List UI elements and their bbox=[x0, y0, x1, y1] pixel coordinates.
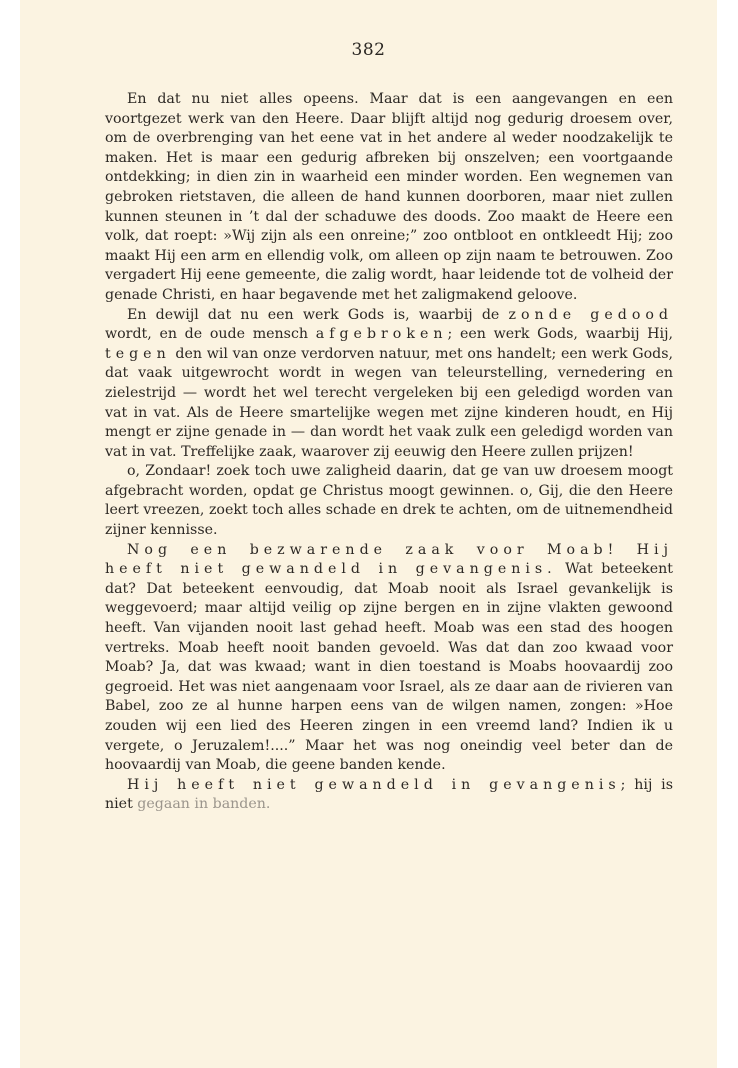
page-number: 382 bbox=[351, 40, 386, 60]
paragraph-2-text-1: En dewijl dat nu een werk Gods is, waarbij de bbox=[127, 306, 509, 323]
paragraph-4 bbox=[105, 541, 673, 776]
spaced-emphasis-tegen: tegen bbox=[105, 345, 171, 362]
paragraph-5-faded-text: gegaan in banden. bbox=[137, 796, 271, 813]
spaced-emphasis-gevangenis: Hij heeft niet gewandeld in gevangenis bbox=[127, 776, 621, 793]
spaced-emphasis-zonde-gedood: zonde gedood bbox=[508, 306, 673, 323]
body-text bbox=[105, 90, 673, 815]
paragraph-3 bbox=[105, 462, 673, 540]
paragraph-2-text-3: ; een werk Gods, waarbij Hij, bbox=[447, 326, 673, 343]
paragraph-5 bbox=[105, 776, 673, 815]
spaced-emphasis-afgebroken: afgebroken bbox=[315, 326, 448, 343]
paragraph-4-text: Wat beteekent dat? Dat beteekent eenvoudig, dat Moab nooit als Israel gevankelijk is weggevoerd; maar altijd veilig op zijne bergen en in zijne vlakten gewoond heeft. Van vijanden nooit last gehad heeft. Moab was een stad des hoogen vertreks. Moab heeft nooit banden gevoeld. Was dat dan zoo kwaad voor Moab? Ja, dat was kwaad; want in dien toestand is Moabs hoovaardij zoo gegroeid. Het was niet aangenaam voor Israel, als ze daar aan de rivieren van Babel, zoo ze al hunne harpen eens van de wilgen namen, zongen: »Hoe zouden wij een lied des Heeren zingen in een vreemd land? Indien ik u vergete, o Jeruzalem!....” Maar het was nog oneindig veel beter dan de hoovaardij van Moab, die geene banden kende. bbox=[105, 561, 673, 774]
paragraph-3-text: o, Zondaar! zoek toch uwe zaligheid daarin, dat ge van uw droesem moogt afgebracht worden, opdat ge Christus moogt gewinnen. o, Gij, die den Heere leert vreezen, zoekt toch alles schade en drek te achten, om de uitnemendheid zijner kennisse. bbox=[105, 463, 673, 539]
paragraph-5-text: ; hij is niet bbox=[105, 776, 673, 813]
paragraph-2-text-2: wordt, en de oude mensch bbox=[105, 326, 316, 343]
paragraph-1-text: En dat nu niet alles opeens. Maar dat is een aangevangen en een voortgezet werk van den Heere. Daar blijft altijd nog gedurig droesem over, om de overbrenging van het eene vat in het andere al weder noodzakelijk te maken. Het is maar een gedurig afbreken bij onszelven; een voortgaande ontdekking; in dien zin in waarheid een minder worden. Een wegnemen van gebroken rietstaven, die alleen de hand kunnen doorboren, maar niet zullen kunnen steunen in ’t dal der schaduwe des doods. Zoo maakt de Heere een volk, dat roept: »Wij zijn als een onreine;” zoo ontbloot en ontkleedt Hij; zoo maakt Hij een arm en ellendig volk, om alleen op zijn naam te betrouwen. Zoo vergadert Hij eene gemeente, die zalig wordt, haar leidende tot de volheid der genade Christi, en haar begavende met het zaligmakend geloove. bbox=[105, 91, 673, 303]
paragraph-2 bbox=[105, 306, 673, 463]
book-page bbox=[20, 0, 717, 1068]
paragraph-2-text-4: den wil van onze verdorven natuur, met ons handelt; een werk Gods, dat vaak uitgewrocht wordt in wegen van teleurstelling, vernedering en zielestrijd — wordt het wel terecht vergeleken bij een geledigd worden van vat in vat. Als de Heere smartelijke wegen met zijne kinderen houdt, en Hij mengt er zijne genade in — dan wordt het vaak zulk een geledigd worden van vat in vat. Treffelijke zaak, waarover zij eeuwig den Heere zullen prijzen! bbox=[105, 345, 673, 460]
spaced-emphasis-heading: Nog een bezwarende zaak voor Moab! Hij heeft niet gewandeld in gevangenis. bbox=[105, 541, 673, 578]
paragraph-1 bbox=[105, 90, 673, 306]
